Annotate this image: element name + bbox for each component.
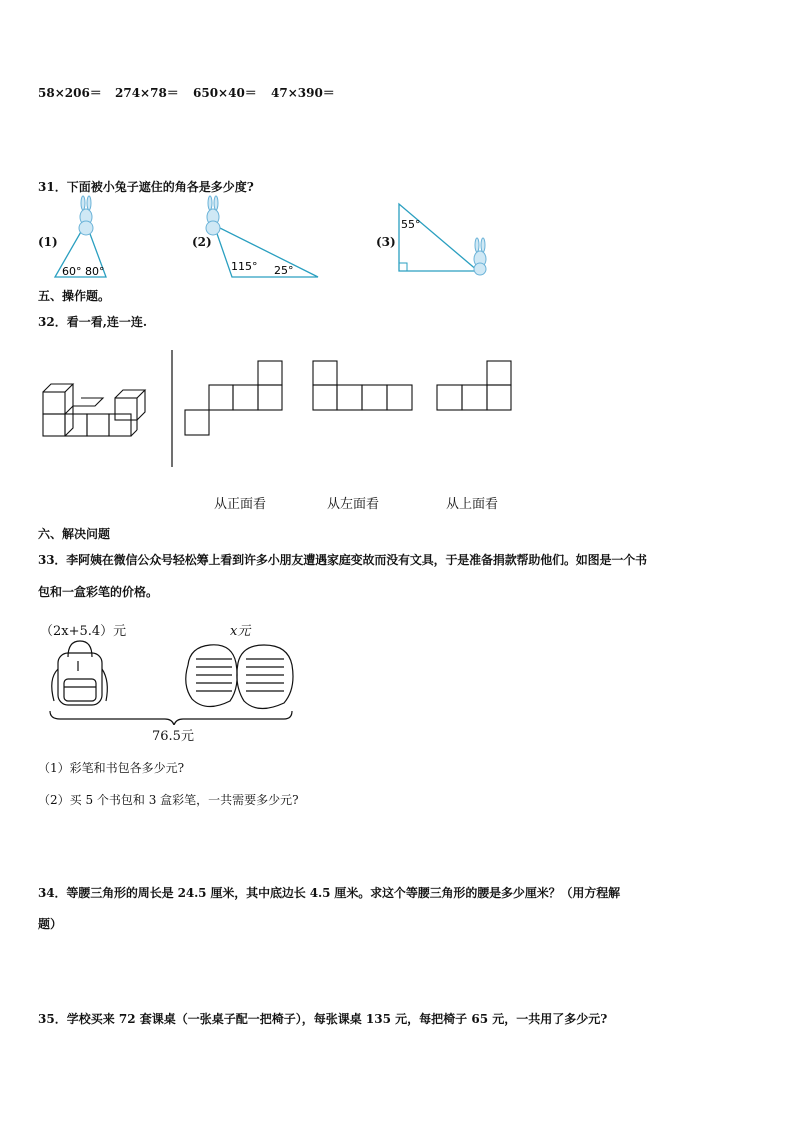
rabbit-icon — [79, 196, 93, 235]
calc-item-4: 47×390＝ — [271, 86, 335, 100]
triangle-3 — [399, 204, 478, 271]
tri2-angle-a: 115° — [231, 260, 258, 273]
tri2-angle-b: 25° — [274, 264, 294, 277]
view-label-top: 从上面看 — [446, 497, 499, 512]
view-label-left: 从左面看 — [327, 497, 380, 512]
cube-solid — [43, 384, 145, 436]
section-6-heading: 六、解决问题 — [38, 527, 111, 541]
bag-price-label: （2x+5.4）元 — [40, 624, 127, 639]
calc-item-3: 650×40＝ — [193, 86, 257, 100]
pen-price-label: x元 — [230, 624, 251, 639]
q31-label-2: (2) — [192, 235, 212, 249]
q34-text-line2: 题） — [38, 917, 63, 931]
rabbit-icon — [206, 196, 220, 235]
q33-text-line1: 33．李阿姨在微信公众号轻松筹上看到许多小朋友遭遇家庭变故而没有文具，于是准备捐款帮助他们。如图是一个书 — [38, 553, 647, 567]
q31-label-3: (3) — [376, 235, 396, 249]
rabbit-icon — [474, 238, 486, 275]
triangle-2 — [214, 225, 318, 277]
q31-title: 31．下面被小兔子遮住的角各是多少度? — [38, 180, 254, 194]
q33-text-line2: 包和一盒彩笔的价格。 — [38, 585, 159, 599]
backpack-icon — [52, 641, 108, 705]
tri3-angle: 55° — [401, 218, 421, 231]
pen-box-icon — [186, 645, 293, 709]
calc-item-2: 274×78＝ — [115, 86, 179, 100]
q33-sub1: （1）彩笔和书包各多少元? — [38, 761, 185, 775]
view-label-front: 从正面看 — [214, 497, 267, 512]
view-option-b — [313, 361, 412, 410]
tri1-angle-label: 60° 80° — [62, 265, 105, 278]
q31-triangles-figure — [0, 195, 794, 290]
q33-figure — [0, 635, 794, 725]
section-5-heading: 五、操作题。 — [38, 289, 111, 303]
q34-text-line1: 34．等腰三角形的周长是 24.5 厘米，其中底边长 4.5 厘米。求这个等腰三角形的腰是多少厘米？（用方程解 — [38, 886, 621, 900]
view-option-c — [437, 361, 511, 410]
view-option-a — [185, 361, 282, 435]
total-price-label: 76.5元 — [152, 729, 194, 744]
total-brace — [50, 711, 292, 725]
calc-item-1: 58×206＝ — [38, 86, 102, 100]
q35-text: 35．学校买来 72 套课桌（一张桌子配一把椅子），每张课桌 135 元，每把椅子 65 元，一共用了多少元? — [38, 1012, 608, 1026]
q33-sub2: （2）买 5 个书包和 3 盒彩笔，一共需要多少元? — [38, 793, 299, 807]
q31-label-1: (1) — [38, 235, 58, 249]
q32-views-figure — [0, 345, 794, 475]
q32-title: 32．看一看,连一连. — [38, 315, 148, 329]
